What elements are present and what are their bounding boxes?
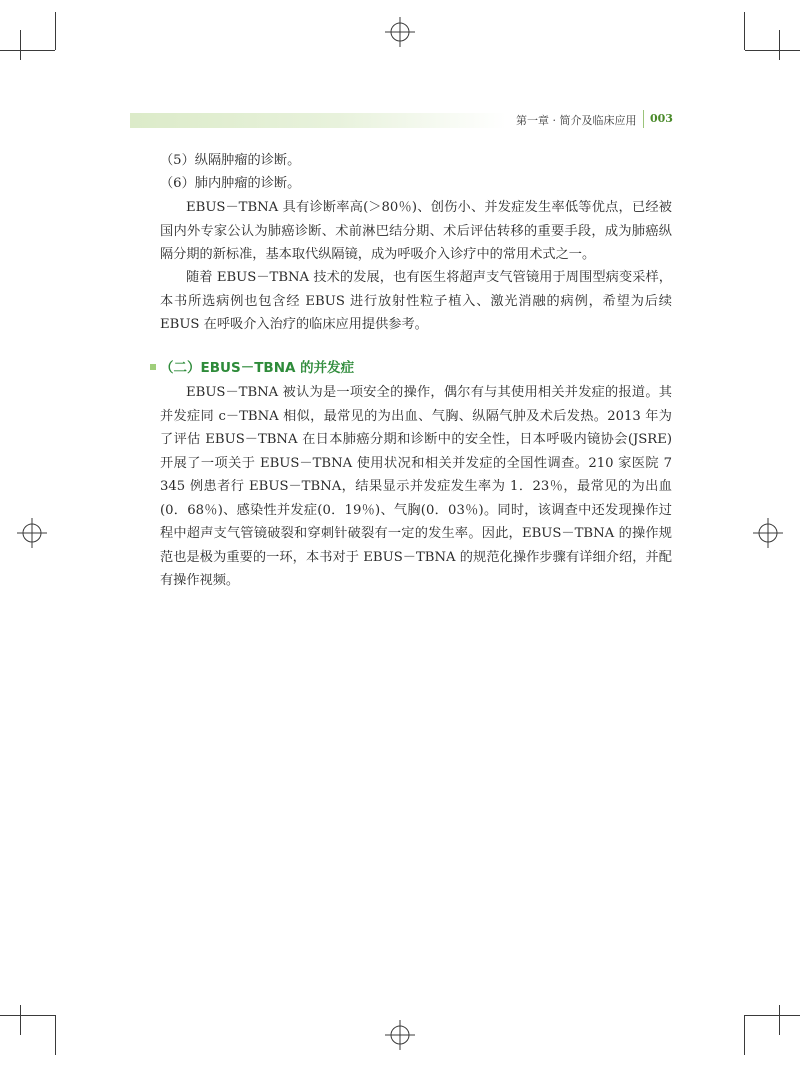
registration-mark-icon	[17, 518, 47, 548]
registration-mark-icon	[385, 1020, 415, 1050]
registration-mark-icon	[385, 17, 415, 47]
crop-mark	[55, 1015, 56, 1055]
crop-mark	[0, 50, 55, 51]
registration-mark-icon	[753, 518, 783, 548]
section-heading: （二）EBUS－TBNA 的并发症	[160, 360, 355, 376]
crop-mark	[745, 1015, 800, 1016]
crop-mark	[745, 50, 800, 51]
crop-mark	[744, 1015, 745, 1055]
list-item: （5）纵隔肿瘤的诊断。	[160, 153, 301, 168]
page-number: 003	[650, 112, 673, 125]
crop-mark	[779, 1005, 780, 1035]
crop-mark	[20, 30, 21, 60]
crop-mark	[779, 30, 780, 60]
paragraph: 随着 EBUS－TBNA 技术的发展，也有医生将超声支气管镜用于周围型病变采样，本书所选病例也包含经 EBUS 进行放射性粒子植入、激光消融的病例，希望为后续 EBUS 在呼吸介入治疗的临床应用提供参考。	[160, 270, 672, 332]
chapter-title: 第一章 · 简介及临床应用	[516, 114, 637, 127]
list-item: （6）肺内肿瘤的诊断。	[160, 176, 301, 191]
paragraph: EBUS－TBNA 被认为是一项安全的操作，偶尔有与其使用相关并发症的报道。其并发症同 c－TBNA 相似，最常见的为出血、气胸、纵隔气肿及术后发热。2013 年为了评估 EBUS－TBNA 在日本肺癌分期和诊断中的安全性，日本呼吸内镜协会(JSRE)开展了一项关于 EBUS－TBNA 使用状况和相关并发症的全国性调查。210 家医院 7 345 例患者行 EBUS－TBNA，结果显示并发症发生率为 1．23％，最常见的为出血(0．68％)、感染性并发症(0．19％)、气胸(0．03％)。同时，该调查中还发现操作过程中超声支气管镜破裂和穿刺针破裂有一定的发生率。因此，EBUS－TBNA 的操作规范也是极为重要的一环，本书对于 EBUS－TBNA 的规范化操作步骤有详细介绍，并配有操作视频。	[160, 385, 672, 588]
paragraph: EBUS－TBNA 具有诊断率高(＞80％)、创伤小、并发症发生率低等优点，已经被国内外专家公认为肺癌诊断、术前淋巴结分期、术后评估转移的重要手段，成为肺癌纵隔分期的新标准，基本取代纵隔镜，成为呼吸介入诊疗中的常用术式之一。	[160, 200, 672, 262]
header-divider	[643, 110, 644, 128]
crop-mark	[20, 1005, 21, 1035]
crop-mark	[0, 1015, 55, 1016]
section-bullet-icon	[150, 364, 156, 370]
crop-mark	[55, 12, 56, 50]
header-band	[130, 113, 506, 128]
crop-mark	[744, 12, 745, 50]
